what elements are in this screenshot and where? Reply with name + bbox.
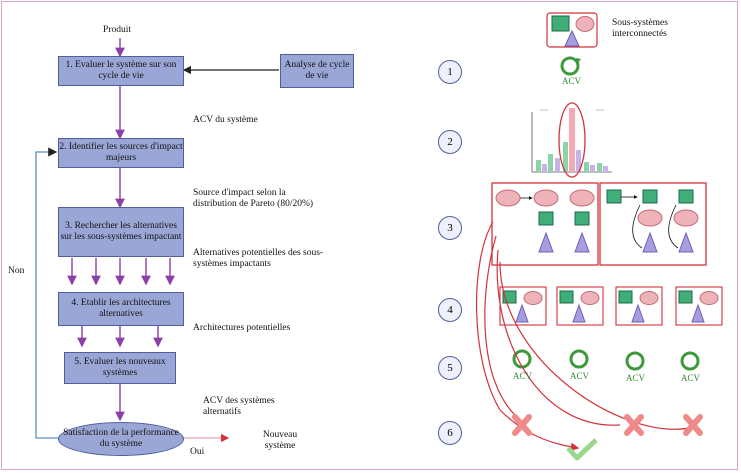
acv-label-2: ACV	[570, 371, 590, 381]
step-number-1: 1	[438, 60, 462, 84]
pareto-chart	[532, 103, 612, 177]
step-1-box: 1. Evaluer le système sur son cycle de vie	[58, 56, 184, 86]
step-number-2: 2	[438, 130, 462, 154]
feedback-loop	[36, 152, 58, 438]
acv-cycle-icon-top	[562, 58, 581, 74]
analysis-box: Analyse de cycle de vie	[280, 54, 354, 88]
step-number-3: 3	[438, 216, 462, 240]
acv-label-3: ACV	[626, 373, 646, 383]
step-number-5: 5	[438, 356, 462, 380]
selected-check-icon	[568, 440, 596, 458]
annotation-impact-source: Source d'impact selon la distribution de Pareto (80/20%)	[193, 188, 314, 210]
selection-arrows	[477, 222, 690, 448]
acv-label-1: ACV	[513, 371, 533, 381]
step-5-box: 5. Evaluer les nouveaux systèmes	[64, 352, 176, 384]
input-label: Produit	[103, 25, 131, 35]
acv-label-top: ACV	[562, 76, 582, 86]
decision-ellipse: Satisfaction de la performance du système	[58, 422, 184, 456]
annotation-acv-alternatives: ACV des systèmes alternatifs	[203, 396, 275, 418]
step-3-box: 3. Rechercher les alternatives sur les sous-systèmes impactant	[58, 207, 184, 257]
subsystems-icon	[547, 13, 597, 47]
step-2-box: 2. Identifier les sources d'impact majeurs	[58, 138, 184, 168]
acv-label-4: ACV	[681, 373, 701, 383]
step-number-6: 6	[438, 421, 462, 445]
step-number-4: 4	[438, 298, 462, 322]
alternatives-panels	[492, 183, 706, 265]
no-label: Non	[8, 266, 25, 276]
annotation-potential-alternatives: Alternatives potentielles des sous-systèmes impactants	[193, 248, 324, 270]
annotation-potential-architectures: Architectures potentielles	[193, 323, 291, 333]
subsystems-label: Sous-systèmes interconnectés	[612, 18, 668, 40]
yes-label: Oui	[190, 447, 205, 457]
architectures-row	[500, 287, 722, 325]
annotation-acv-system: ACV du système	[193, 115, 258, 125]
step-4-box: 4. Etablir les architectures alternatives	[58, 292, 184, 326]
output-label: Nouveau système	[262, 430, 298, 452]
